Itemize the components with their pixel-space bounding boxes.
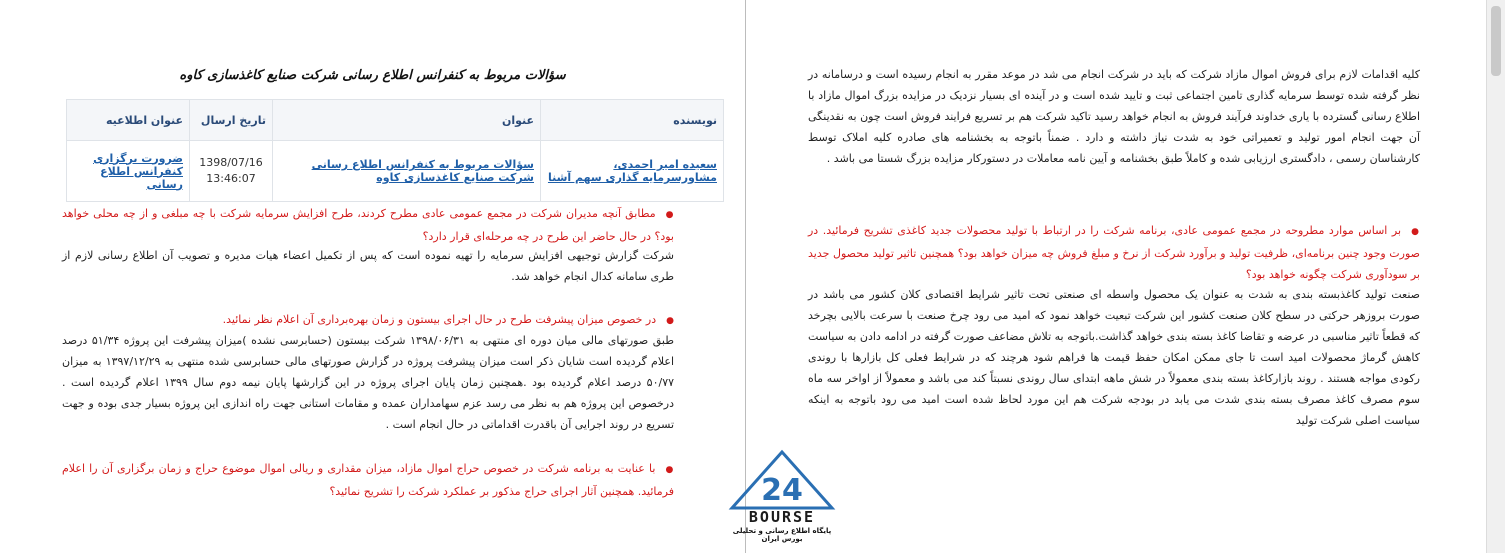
scrollbar-thumb[interactable]	[1491, 6, 1501, 76]
cell-notice	[67, 141, 190, 202]
conference-info-table	[66, 99, 724, 202]
header-notice: عنوان اطلاعیه	[67, 100, 190, 141]
logo-number: 24	[761, 473, 803, 508]
cell-date	[190, 141, 273, 202]
left-page	[0, 0, 745, 553]
right-page	[746, 0, 1486, 553]
question-3-text: با عنایت به برنامه شرکت در خصوص حراج اموال مازاد، میزان مقداری و ریالی اموال موضوع حراج و زمان برگزاری آن را اعلام فرمائید. همچنین آثار اجرای حراج مذکور بر عملکرد شرکت را تشریح نمائید؟	[62, 462, 674, 498]
vertical-scrollbar[interactable]	[1486, 0, 1505, 553]
bullet-icon: ●	[666, 316, 674, 326]
table-header-row	[67, 100, 724, 141]
header-date: تاریخ ارسال	[190, 100, 273, 141]
send-date: 1398/07/16	[199, 156, 263, 169]
question-4	[808, 220, 1420, 285]
answer-1: شرکت گزارش توجیهی افزایش سرمایه را تهیه نموده است که پس از تکمیل اعضاء هیات مدیره و تصویب آن اطلاع رسانی لازم از طری سامانه کدال انجام خواهد شد.	[62, 249, 674, 283]
bullet-icon: ●	[665, 465, 674, 475]
subject-link[interactable]: سؤالات مربوط به کنفرانس اطلاع رسانی شرکت صنایع کاغذسازی کاوه	[311, 158, 534, 184]
document-title: سؤالات مربوط به کنفرانس اطلاع رسانی شرکت صنایع کاغذسازی کاوه	[179, 68, 566, 83]
header-author: نویسنده	[541, 100, 724, 141]
bullet-icon: ●	[665, 210, 674, 220]
question-1	[62, 203, 674, 247]
answer-2: طبق صورتهای مالی میان دوره ای منتهی به ۱۳۹۸/۰۶/۳۱ شرکت بیستون (حسابرسی نشده )میزان پیشرفت این پروژه ۵۱/۳۴ درصد اعلام گردیده است شایان ذکر است میزان پیشرفت پروژه در گزارش صورتهای مالی حسابرسی شده منتهی به ۱۳۹۷/۱۲/۲۹ به میزان ۵۰/۷۷ درصد اعلام گردیده بود .همچنین زمان پایان اجرای پروژه در این گزارشها پایان نیمه دوم سال ۱۳۹۹ اعلام گردیده است . درخصوص این پروژه هم به نظر می رسد عزم سهامداران عمده و مقامات استانی جهت راه اندازی این پروژه بسیار جدی بوده و جهت تسریع در روند اجرایی آن باقدرت اقداماتی در حال انجام است .	[62, 334, 675, 431]
cell-subject	[273, 141, 541, 202]
logo-subtitle: پایگاه اطلاع رسانی و تحلیلی بورس ایران	[732, 527, 832, 543]
answer-4: صنعت تولید کاغذبسته بندی به شدت به عنوان یک محصول واسطه ای صنعتی تحت تاثیر شرایط اقتصادی کلان کشور می باشد در صورت بروزهر حرکتی در سطح کلان صنعت کشور این شرکت تبعیت خواهد نمود که امید می رود چرخ صنعت با سرعت بالایی بچرخد که قطعاً تاثیر مناسبی در عرضه و تقاضا کاغذ بسته بندی خواهد گذاشت.باتوجه به تلاش مضاعف صورت گرفته در ادامه دادن به سیاست کاهش گرماژ محصولات امید است تا جای ممکن امکان حفظ قیمت ها فراهم شود هرچند که در شرایط فعلی کل بازارها با روندی رکودی مواجه هستند . روند بازارکاغذ بسته بندی معمولاً در شش ماهه ابتدای سال روندی نسبتاً کند می باشد و معمولاً از اواخر سه ماه سوم مصرف کاغذ مصرف بسته بندی شدت می یابد در بودجه شرکت هم این مورد لحاظ شده است امید می رود باتوجه به اینکه سیاست اصلی شرکت تولید	[808, 288, 1420, 427]
question-3	[62, 458, 674, 502]
question-4-text: بر اساس موارد مطروحه در مجمع عمومی عادی، برنامه شرکت را در ارتباط با تولید محصولات جدید کاغذی تشریح فرمائید. در صورت وجود چنین برنامه‌ای، ظرفیت تولید و برآورد شرکت از نرخ و مبلغ فروش چه میزان خواهد بود؟ همچنین تاثیر تولید محصول جدید بر سودآوری شرکت چگونه خواهد بود؟	[808, 224, 1420, 281]
header-subject: عنوان	[273, 100, 541, 141]
notice-link[interactable]: ضرورت برگزاری کنفرانس اطلاع رسانی	[93, 151, 183, 191]
table-row	[67, 141, 724, 202]
cell-author	[541, 141, 724, 202]
logo-wordmark: BOURSE	[748, 508, 816, 526]
question-2	[62, 309, 674, 332]
bullet-icon: ●	[1411, 227, 1421, 237]
question-2-text: در خصوص میزان پیشرفت طرح در حال اجرای بیستون و زمان بهره‌برداری آن اعلام نظر نمائید.	[222, 313, 657, 326]
sale-answer: کلیه اقدامات لازم برای فروش اموال مازاد شرکت که باید در شرکت انجام می شد در موعد مقرر به انجام رسیده است و درسامانه در نظر گرفته شده توسط سرمایه گذاری تامین اجتماعی ثبت و تایید شده است و در آینده ای بسیار نزدیک در مزایده بزرگ اموال مازاد با اطلاع رسانی گسترده با یاری خداوند فرآیند فروش به انجام خواهد رسید تاکید شرکت هم بر تسریع فرایند فروش است چون به نقدینگی آن جهت انجام امور تولید و تعمیراتی خود به شدت نیاز داشته و دارد . ضمناً باتوجه به بخشنامه های صادره کلیه املاک توسط کارشناسان رسمی ، دادگستری ارزیابی شده و کاملاً طبق بخشنامه و آیین نامه معاملات در دستورکار مزایده بزرگ شستا می باشد .	[808, 68, 1420, 165]
author-link[interactable]: سعیده امیر احمدی، مشاورسرمایه گذاری سهم آشنا	[547, 158, 717, 184]
question-1-text: مطابق آنچه مدیران شرکت در مجمع عمومی عادی مطرح کردند، طرح افزایش سرمایه شرکت با چه مبلغی و از چه محلی خواهد بود؟ در حال حاضر این طرح در چه مرحله‌ای قرار دارد؟	[62, 207, 674, 243]
send-time: 13:46:07	[206, 172, 256, 185]
